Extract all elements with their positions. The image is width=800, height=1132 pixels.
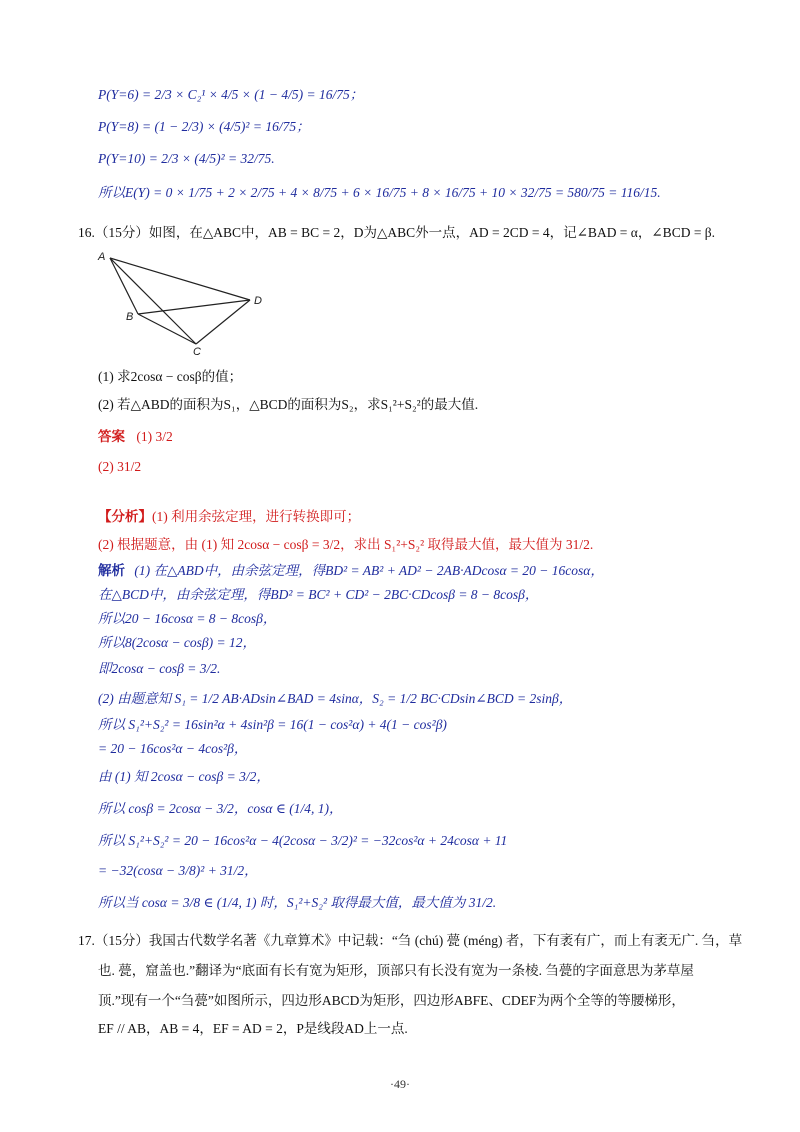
solution-line-1 bbox=[98, 562, 604, 580]
solution-text-1: (1) 在△ABD中，由余弦定理，得BD² = AB² + AD² − 2AB·ADcosα = 20 − 16cosα， bbox=[134, 563, 604, 578]
answer-1: (1) 3/2 bbox=[136, 429, 173, 444]
label-b: B bbox=[126, 311, 134, 323]
segment-bc bbox=[138, 314, 196, 344]
analysis-text-1: (1) 利用余弦定理，进行转换即可； bbox=[152, 509, 361, 524]
solution-line-10: 所以 cosβ = 2cosα − 3/2，cosα ∈ (1/4, 1)， bbox=[98, 801, 343, 816]
label-c: C bbox=[193, 346, 201, 356]
prob17-line-4: EF // AB，AB = 4，EF = AD = 2，P是线段AD上一点. bbox=[98, 1021, 408, 1036]
solution-line-4: 所以8(2cosα − cosβ) = 12， bbox=[98, 635, 257, 650]
solution-line-12: = −32(cosα − 3/8)² + 31/2， bbox=[98, 863, 258, 878]
triangle-figure bbox=[96, 252, 276, 356]
segment-cd bbox=[196, 300, 250, 344]
prob15-expectation: 所以E(Y) = 0 × 1/75 + 2 × 2/75 + 4 × 8/75 + 6 × 16/75 + 8 × 16/75 + 10 × 32/75 = 580/75 = 116/15. bbox=[98, 185, 661, 200]
label-a: A bbox=[98, 252, 106, 263]
prob16-part1: (1) 求2cosα − cosβ的值； bbox=[98, 369, 243, 384]
prob16-part2: (2) 若△ABD的面积为S₁，△BCD的面积为S₂，求S₁²+S₂²的最大值. bbox=[98, 397, 479, 412]
answer-block bbox=[98, 428, 173, 446]
solution-label: 解析 bbox=[98, 563, 125, 578]
analysis-line-1 bbox=[98, 508, 360, 526]
solution-line-7: 所以 S₁²+S₂² = 16sin²α + 4sin²β = 16(1 − cos²α) + 4(1 − cos²β) bbox=[98, 717, 447, 732]
prob15-line-3: P(Y=10) = 2/3 × (4/5)² = 32/75. bbox=[98, 151, 275, 166]
label-d: D bbox=[254, 295, 262, 307]
page-number: ·49· bbox=[390, 1077, 410, 1091]
answer-2: (2) 31/2 bbox=[98, 459, 142, 474]
segment-ab bbox=[110, 258, 138, 314]
prob17-line-3: 顶.”现有一个“刍甍”如图所示，四边形ABCD为矩形，四边形ABFE、CDEF为两个全等的等腰梯形， bbox=[98, 993, 685, 1008]
prob17-line-1: 17.（15分）我国古代数学名著《九章算术》中记载：“刍 (chú) 甍 (méng) 者，下有袤有广，而上有袤无广. 刍，草 bbox=[78, 933, 743, 948]
prob17-line-2: 也. 甍，窟盖也.”翻译为“底面有长有宽为矩形，顶部只有长没有宽为一条棱. 刍甍的字面意思为茅草屋 bbox=[98, 963, 694, 978]
prob16-stem: 16.（15分）如图，在△ABC中，AB = BC = 2，D为△ABC外一点，AD = 2CD = 4，记∠BAD = α，∠BCD = β. bbox=[78, 225, 716, 240]
solution-line-6: (2) 由题意知 S₁ = 1/2 AB·ADsin∠BAD = 4sinα，S₂ = 1/2 BC·CDsin∠BCD = 2sinβ， bbox=[98, 691, 573, 706]
solution-line-11: 所以 S₁²+S₂² = 20 − 16cos²α − 4(2cosα − 3/2)² = −32cos²α + 24cosα + 11 bbox=[98, 833, 508, 848]
solution-line-8: = 20 − 16cos²α − 4cos²β， bbox=[98, 741, 248, 756]
analysis-label: 【分析】 bbox=[98, 509, 152, 524]
prob15-line-2: P(Y=8) = (1 − 2/3) × (4/5)² = 16/75； bbox=[98, 119, 310, 134]
solution-line-3: 所以20 − 16cosα = 8 − 8cosβ， bbox=[98, 611, 277, 626]
analysis-line-2: (2) 根据题意，由 (1) 知 2cosα − cosβ = 3/2，求出 S₁²+S₂² 取得最大值，最大值为 31/2. bbox=[98, 537, 594, 552]
solution-line-13: 所以当 cosα = 3/8 ∈ (1/4, 1) 时，S₁²+S₂² 取得最大值，最大值为 31/2. bbox=[98, 895, 497, 910]
solution-line-9: 由 (1) 知 2cosα − cosβ = 3/2， bbox=[98, 769, 270, 784]
solution-line-2: 在△BCD中，由余弦定理，得BD² = BC² + CD² − 2BC·CDcosβ = 8 − 8cosβ， bbox=[98, 587, 539, 602]
answer-label: 答案 bbox=[98, 429, 125, 444]
solution-line-5: 即2cosα − cosβ = 3/2. bbox=[98, 661, 221, 676]
prob15-line-1: P(Y=6) = 2/3 × C₂¹ × 4/5 × (1 − 4/5) = 16/75； bbox=[98, 87, 364, 102]
